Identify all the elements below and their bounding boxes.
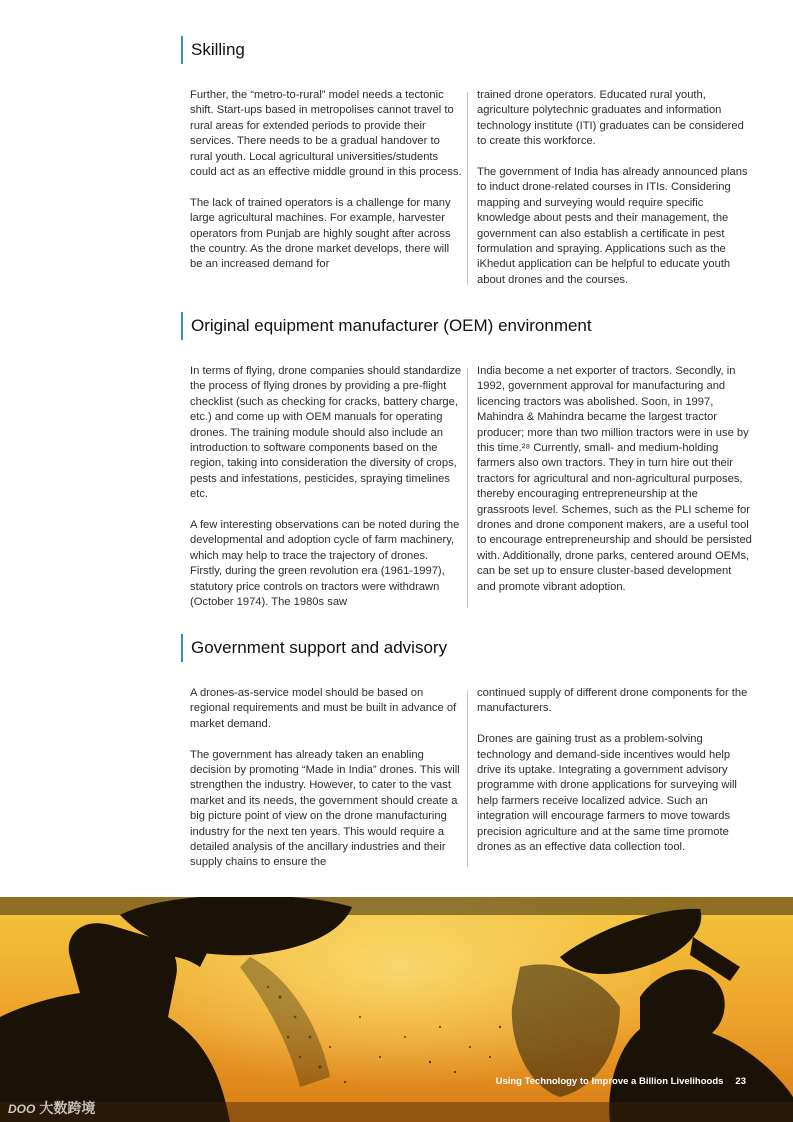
column-divider: [467, 92, 468, 285]
left-column: [190, 364, 462, 610]
left-column: [190, 88, 462, 273]
paragraph: The government of India has already announced plans to induct drone-related courses in ITIs. Considering mapping and surveying would require specific knowledge about pests and their management, the government can also establish a certificate in pest formulation and spraying. Applications such as the iKhedut application can be helpful to educate youth about drones and the courses.: [477, 166, 748, 286]
right-column: [477, 88, 752, 288]
section-title: Government support and advisory: [191, 638, 448, 657]
right-column: [477, 686, 752, 855]
farmers-winnowing-photo: [0, 897, 793, 1122]
paragraph: A few interesting observations can be noted during the developmental and adoption cycle of farm machinery, which may help to trace the trajectory of drones. Firstly, during the green revolution era (1961-1997), statutory price controls on tractors were withdrawn (October 1974). The 1980s saw: [190, 519, 460, 609]
page-number: 23: [735, 1076, 746, 1087]
paragraph: A drones-as-service model should be based on regional requirements and must be built in advance of market demand.: [190, 687, 457, 730]
watermark-text: 大数跨境: [39, 1100, 96, 1116]
paragraph: continued supply of different drone components for the manufacturers.: [477, 687, 748, 715]
watermark-logo: DOO: [8, 1102, 36, 1116]
section-heading: [181, 312, 592, 340]
report-title: Using Technology to Improve a Billion Livelihoods: [495, 1076, 724, 1087]
section-title: Skilling: [191, 40, 245, 59]
section-heading: [181, 36, 245, 64]
section-title: Original equipment manufacturer (OEM) environment: [191, 316, 592, 335]
paragraph: The government has already taken an enabling decision by promoting “Made in India” drones. This will strengthen the industry. However, to cater to the vast market and its needs, the government should create a big picture point of view on the drone manufacturing industry for the next ten years. This would require a detailed analysis of the ancillary industries and their supply chains to ensure the: [190, 748, 460, 869]
paragraph: India become a net exporter of tractors. Secondly, in 1992, government approval for manufacturing and licencing tractors was abolished. Soon, in 1997, Mahindra & Mahindra became the largest tractor producer; more than two million tractors were in use by this time.²⁸ Currently, small- and medium-holding farmers also own tractors. They in turn hire out their tractors for agricultural and non-agricultural purposes, thereby encouraging entrepreneurship at the grassroots level. Schemes, such as the PLI scheme for drones and drone component makers, are a useful tool to encourage entrepreneurship and should be persisted with. Additionally, drone parks, centered around OEMs, can be set up to ensure cluster-based development and promote vibrant adoption.: [477, 365, 752, 593]
paragraph: The lack of trained operators is a challenge for many large agricultural machines. For example, harvester operators from Punjab are highly sought after across the country. As the drone market develops, there will be an increased demand for: [190, 196, 451, 271]
left-column: [190, 686, 462, 871]
paragraph: Drones are gaining trust as a problem-solving technology and demand-side incentives would help drive its uptake. Integrating a government advisory programme with drone applications for surveying will help farmers receive localized advice. Such an integration will encourage farmers to move towards precision agriculture and at the same time promote drones as an effective data collection tool.: [477, 733, 737, 854]
page-footer: [496, 1076, 746, 1087]
column-divider: [467, 690, 468, 867]
section-heading: [181, 634, 447, 662]
watermark: [8, 1098, 95, 1118]
column-divider: [467, 368, 468, 608]
paragraph: Further, the “metro-to-rural” model needs a tectonic shift. Start-ups based in metropolises cannot travel to rural areas for extended periods to provide their services. There needs to be a gradual handover to rural youth. Local agricultural universities/students could act as an effective middle ground in this process.: [190, 89, 462, 179]
paragraph: In terms of flying, drone companies should standardize the process of flying drones by providing a pre-flight checklist (such as checking for cracks, battery charge, etc.) and come up with OEM manuals for operating drones. The training module should also include an introduction to software components based on the region, taking into consideration the diversity of crops, pests and infestations, pesticides, spraying timelines etc.: [190, 365, 462, 501]
right-column: [477, 364, 752, 595]
paragraph: trained drone operators. Educated rural youth, agriculture polytechnic graduates and information technology institute (ITI) graduates can be considered to create this workforce.: [477, 89, 744, 148]
